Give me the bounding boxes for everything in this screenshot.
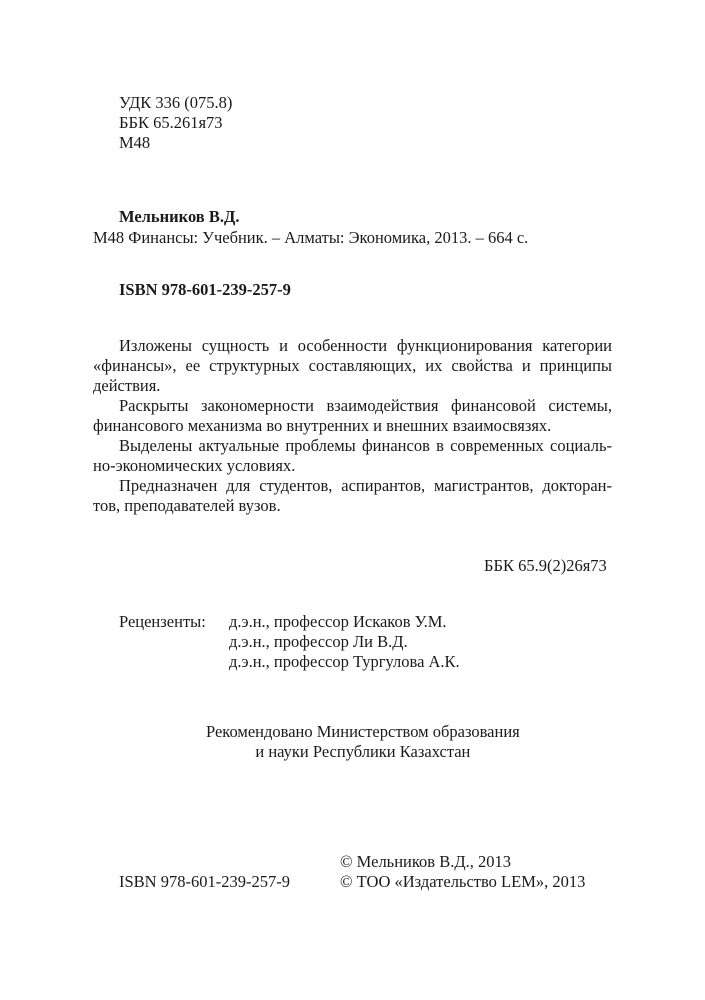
recommendation — [206, 722, 520, 762]
abstract-line: Предназначен для студентов, аспирантов, магистрантов, докторан- — [119, 476, 612, 495]
abstract-line: тов, преподавателей вузов. — [93, 496, 281, 515]
udk-code: УДК 336 (075.8) — [119, 93, 233, 112]
recommendation-line: и науки Республики Казахстан — [255, 742, 471, 761]
abstract-paragraph — [93, 436, 612, 476]
abstract-line: Изложены сущность и особенности функционирования категории — [119, 336, 612, 355]
abstract-line: «финансы», ее структурных составляющих, их свойства и принципы — [93, 356, 612, 375]
abstract-line: действия. — [93, 376, 161, 395]
author-name: Мельников В.Д. — [119, 207, 240, 226]
book-description: М48 Финансы: Учебник. – Алматы: Экономика, 2013. – 664 с. — [93, 228, 529, 247]
abstract-line: Выделены актуальные проблемы финансов в современных социаль- — [119, 436, 612, 455]
bbk-classification: ББК 65.9(2)26я73 — [484, 556, 607, 575]
reviewers-label: Рецензенты: — [119, 612, 206, 631]
isbn-heading: ISBN 978-601-239-257-9 — [119, 280, 291, 299]
abstract-paragraph — [93, 476, 612, 516]
reviewer: д.э.н., профессор Искаков У.М. — [229, 612, 447, 631]
catalog-codes — [119, 93, 232, 153]
abstract-line: Раскрыты закономерности взаимодействия финансовой системы, — [119, 396, 612, 415]
abstract-paragraph — [93, 336, 612, 396]
reviewer: д.э.н., профессор Тургулова А.К. — [229, 652, 460, 671]
copyright-line: © ТОО «Издательство LEM», 2013 — [340, 872, 586, 891]
copyright-block — [340, 852, 585, 892]
recommendation-line: Рекомендовано Министерством образования — [206, 722, 520, 741]
abstract-line: но-экономических условиях. — [93, 456, 296, 475]
reviewer: д.э.н., профессор Ли В.Д. — [229, 632, 408, 651]
abstract — [93, 336, 612, 516]
abstract-line: финансового механизма во внутренних и внешних взаимосвязях. — [93, 416, 552, 435]
copyright-line: © Мельников В.Д., 2013 — [340, 852, 511, 871]
reviewers-block — [119, 612, 460, 672]
author-mark: М48 — [119, 133, 151, 152]
isbn-footer: ISBN 978-601-239-257-9 — [119, 872, 290, 891]
abstract-paragraph — [93, 396, 612, 436]
bbk-code: ББК 65.261я73 — [119, 113, 223, 132]
